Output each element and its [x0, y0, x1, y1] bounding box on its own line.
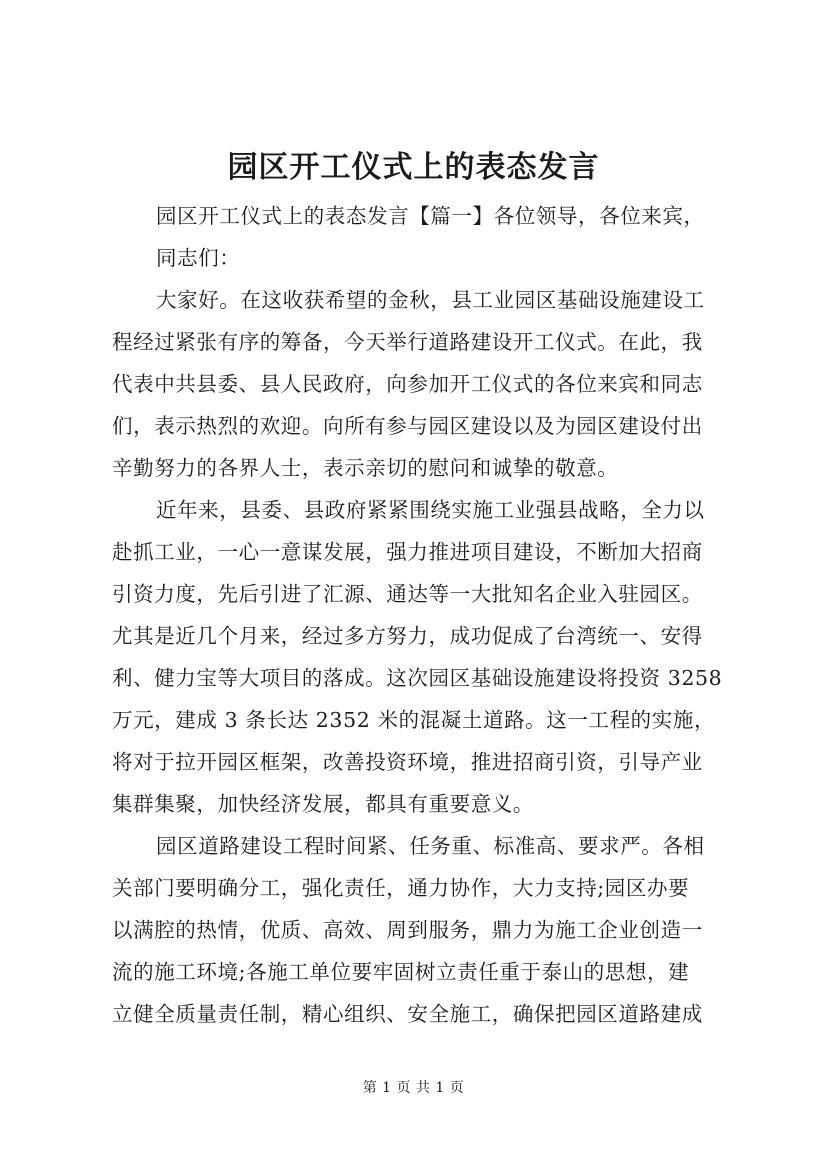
page-footer: 第 1 页 共 1 页: [362, 1080, 465, 1096]
document-body: [112, 195, 726, 1035]
paragraph-line: 将对于拉开园区框架，改善投资环境，推进招商引资，引导产业: [112, 750, 703, 774]
paragraph-line: 赴抓工业，一心一意谋发展，强力推进项目建设，不断加大招商: [112, 540, 703, 564]
paragraph-line: 引资力度，先后引进了汇源、通达等一大批知名企业入驻园区。: [112, 582, 703, 606]
paragraph-line: 辛勤努力的各界人士，表示亲切的慰问和诚挚的敬意。: [112, 456, 619, 480]
document-title: 园区开工仪式上的表态发言: [227, 150, 600, 185]
paragraph-line: 集群集聚，加快经济发展，都具有重要意义。: [112, 792, 534, 816]
paragraph-line: 同志们：: [156, 246, 241, 270]
paragraph-line: 流的施工环境;各施工单位要牢固树立责任重于泰山的思想，建: [112, 960, 690, 984]
paragraph-line: 代表中共县委、县人民政府，向参加开工仪式的各位来宾和同志: [112, 372, 703, 396]
paragraph-line: 以满腔的热情，优质、高效、周到服务，鼎力为施工企业创造一: [112, 918, 703, 942]
paragraph-line: 程经过紧张有序的筹备，今天举行道路建设开工仪式。在此，我: [112, 330, 703, 354]
paragraph-line: 大家好。在这收获希望的金秋，县工业园区基础设施建设工: [156, 288, 705, 312]
paragraph-line: 利、健力宝等大项目的落成。这次园区基础设施建设将投资 3258: [112, 666, 723, 690]
paragraph-line: 立健全质量责任制，精心组织、安全施工，确保把园区道路建成: [112, 1002, 703, 1026]
paragraph-line: 近年来，县委、县政府紧紧围绕实施工业强县战略，全力以: [156, 498, 705, 522]
paragraph-line: 万元，建成 3 条长达 2352 米的混凝土道路。这一工程的实施，: [112, 708, 716, 732]
paragraph-line: 关部门要明确分工，强化责任，通力协作，大力支持;园区办要: [112, 876, 690, 900]
paragraph-line: 们，表示热烈的欢迎。向所有参与园区建设以及为园区建设付出: [112, 414, 703, 438]
paragraph-line: 园区道路建设工程时间紧、任务重、标准高、要求严。各相: [156, 834, 705, 858]
paragraph-line: 园区开工仪式上的表态发言【篇一】各位领导，各位来宾，: [156, 204, 705, 228]
paragraph-line: 尤其是近几个月来，经过多方努力，成功促成了台湾统一、安得: [112, 624, 703, 648]
